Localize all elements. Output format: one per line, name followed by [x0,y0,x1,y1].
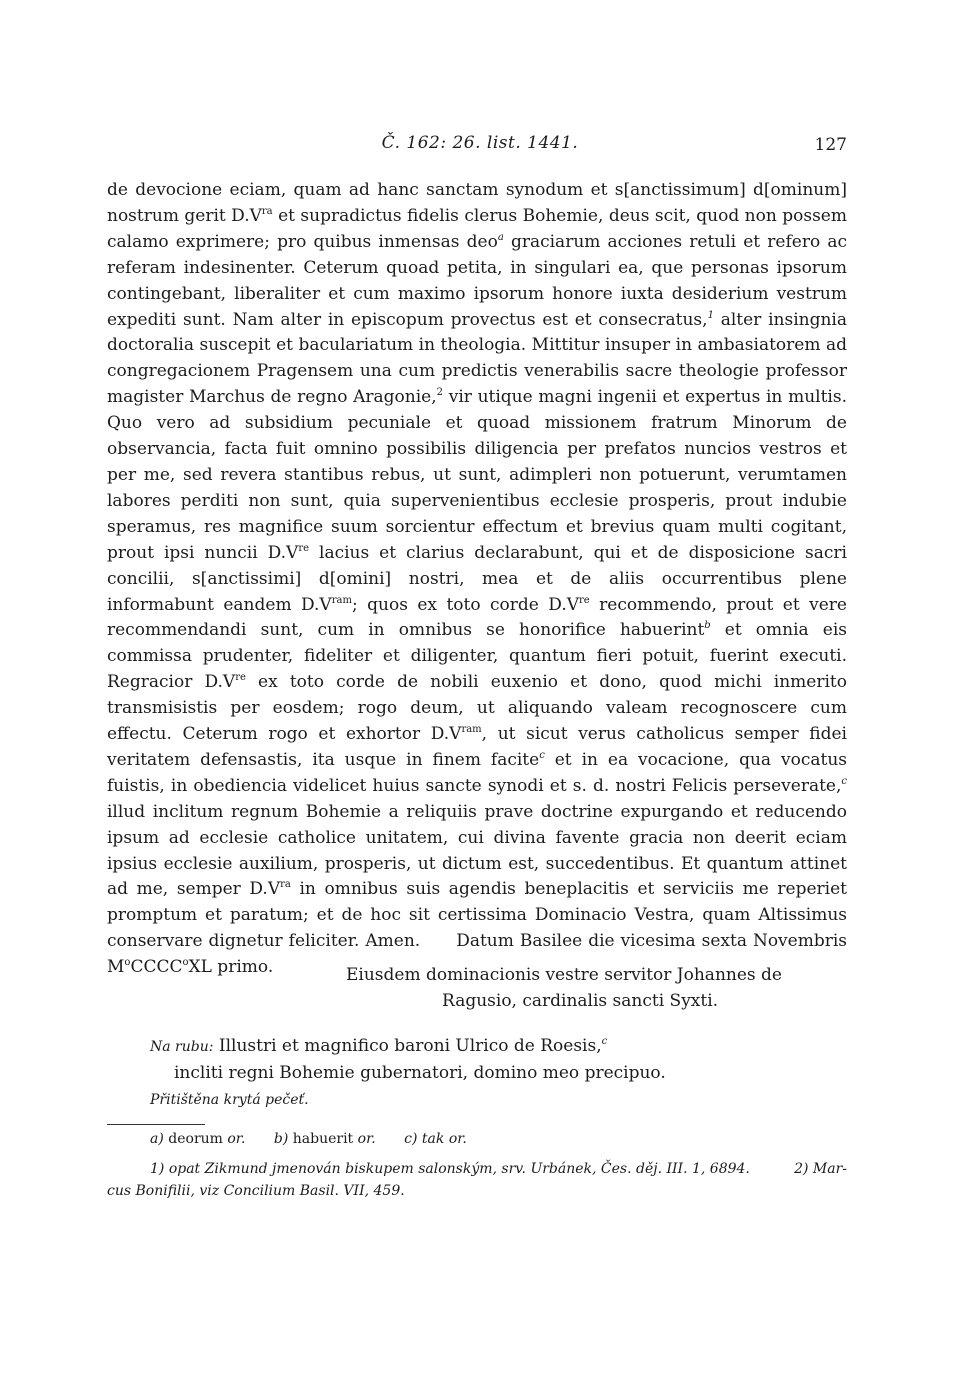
footnote-marker: c [539,749,545,761]
abbreviation-superscript: ram [331,594,352,606]
footnote-2-continuation: cus Bonifilii, viz Concilium Basil. VII, 459. [107,1183,405,1199]
address-label: Na rubu: [150,1039,214,1055]
seal-note: Přitištěna krytá pečeť. [150,1092,309,1108]
footnote-1: 1) opat Zikmund jmenován biskupem salonským, srv. Urbánek, Čes. děj. III. 1, 6894. [150,1161,750,1177]
letter-paragraph: de devocione eciam, quam ad hanc sanctam synodum et s[anctissimum] d[ominum] nostrum gerit $D.V^{ra}$ et supradictus fidelis clerus Bohemie, deus scit, quod non possem calamo exprimere; pro quibus inmensas deo$^a$ graciarum acciones retuli et refero ac referam indesinenter. Ceterum quoad petita, in singulari ea, que personas ipsorum contingebant, liberaliter et cum maximo ipsorum honore iuxta desiderium vestrum expediti sunt. Nam alter in episcopum provectus est et consecratus,$^1$ alter insingnia doctoralia suscepit et baculariatum in theologia. Mittitur insuper in ambasiatorem ad congregacionem Pragensem una cum predictis venerabilis sacre theologie professor magister Marchus de regno Aragonie,$^2$ vir utique magni ingenii et expertus in multis. Quo vero ad subsidium pecuniale et quoad missionem fratrum Minorum de observancia, facta fuit omnino possibilis diligencia per prefatos nuncios vestros et per me, sed revera stantibus rebus, ut sunt, adimpleri non potuerunt, verumtamen labores perditi non sunt, quia supervenientibus ecclesie prosperis, prout indubie speramus, res magnifice suum sorcientur effectum et brevius quam multi cogitant, prout ipsi nuncii D.Vre lacius et clarius declarabunt, qui et de disposicione sacri concilii, s[anctissimi] d[omini] nostri, mea et de aliis occurrentibus plene informabunt eandem $D.V^{ram}$; quos ex toto corde D.Vre recommendo, prout et vere recommendandi sunt, cum in omnibus se honorifice habuerint$^b$ et omnia eis commissa prudenter, fideliter et diligenter, quantum fieri potuit, fuerint executi. Regracior D.Vre ex toto corde de nobili euxenio et dono, quod michi inmerito transmisistis per eosdem; rogo deum, ut aliquando valeam recognoscere cum effectu. Ceterum rogo et exhortor $D.V^{ram}$, ut sicut verus catholicus semper fidei veritatem defensastis, ita usque in finem facite$^c$ et in ea vocacione, qua vocatus fuistis, in obediencia videlicet huius sancte synodi et s. d. nostri Felicis perseverate,$^c$ illud inclitum regnum Bohemie a reliquiis prave doctrine expurgando et reducendo ipsum ad ecclesie catholice unitatem, cui divina favente gracia non deerit eciam ipsius ecclesie auxilium, prosperis, ut dictum est, succedentibus. Et quantum attinet ad me, semper $D.V^{ra}$ in omnibus suis agendis beneplacitis et serviciis me reperiet promptum et paratum; et de hoc sit certissima Dominacio Vestra, quam Altissimus conservare dignetur feliciter. Amen. Datum Basilee die vicesima sexta Novembris $M^oCCCC^oXL$ primo. [107,180,848,978]
signature-line: Ragusio, cardinalis sancti Syxti. [442,991,719,1011]
signature-line: Eiusdem dominacionis vestre servitor Johannes de [346,965,782,985]
textual-footnote: a) deorum or. [150,1131,246,1147]
footnote-marker: a [497,231,504,243]
footnote-marker: b [704,620,711,632]
abbreviation-superscript: ra [280,879,291,891]
footnote-2-start: 2) Mar- [794,1161,847,1177]
address-block [150,1033,666,1086]
address-line: Na rubu: Illustri et magnifico baroni Ulrico de Roesis,$^c$ [150,1036,608,1056]
abbreviation-superscript: ram [461,724,482,736]
textual-footnote: c) tak or. [404,1131,467,1147]
abbreviation-superscript: ra [261,205,273,217]
textual-footnote: b) habuerit or. [273,1131,376,1147]
footnote-line [107,1158,847,1180]
abbreviation-superscript: re [298,542,310,554]
textual-footnotes [150,1131,491,1147]
footnote-marker: c [841,775,847,787]
abbreviation-superscript: re [235,672,246,684]
running-header: Č. 162: 26. list. 1441. [381,133,579,153]
footnote-marker: 2 [436,387,444,399]
dating-clause: Datum Basilee die vicesima sexta Novembris $M^oCCCC^oXL$ primo. [107,931,848,978]
footnote-divider [107,1124,205,1125]
footnote-marker: 1 [707,309,714,321]
address-line: incliti regni Bohemie gubernatori, domino meo precipuo. [174,1063,666,1083]
signature-block [346,962,782,1014]
letter-body [107,178,847,981]
abbreviation-superscript: re [579,594,590,606]
footnote-marker: c [601,1036,608,1047]
page-number: 127 [814,135,847,155]
explanatory-footnotes [107,1158,847,1202]
